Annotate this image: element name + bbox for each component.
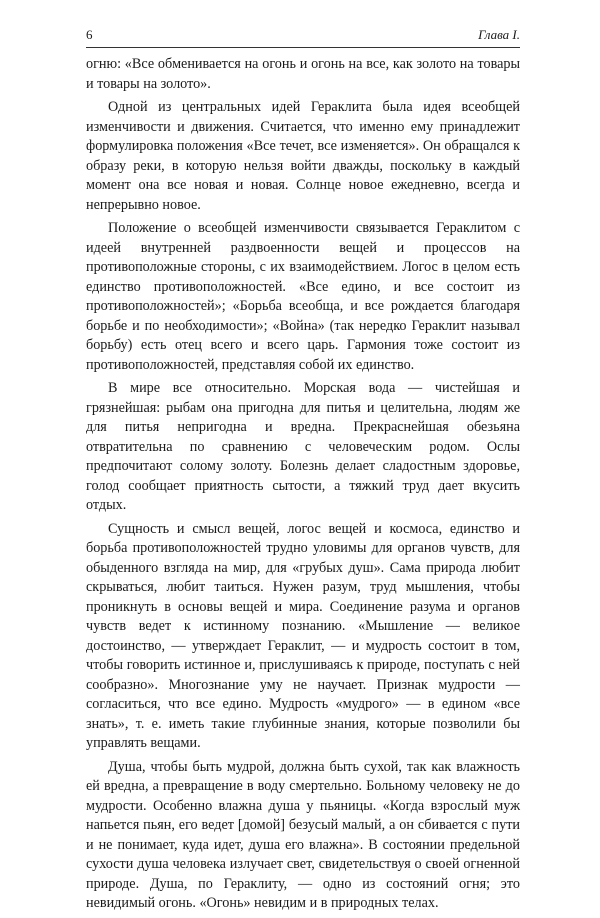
paragraph: В мире все относительно. Морская вода — чистейшая и грязнейшая: рыбам она пригодна для питья и целительна, людям же для питья непригодна и вредна. Прекраснейшая обезьяна отвратительна по сравнению с человеческим родом. Ослы предпочитают солому золоту. Болезнь делает сладостным здоровье, голод сообщает приятность сытости, а тяжкий труд дает вкусить отдых. xyxy=(86,380,520,513)
header-rule xyxy=(86,47,520,48)
paragraph: Одной из центральных идей Гераклита была идея всеобщей изменчивости и движения. Считается, что именно ему принадлежит формулировка положения «Все течет, все изменяется». Он обращался к образу реки, в которую нельзя войти дважды, поскольку в каждый момент она все новая и новая. Солнце новое ежедневно, всегда и непрерывно новое. xyxy=(86,99,520,213)
running-header xyxy=(86,27,520,45)
paragraph: Душа, чтобы быть мудрой, должна быть сухой, так как влажность ей вредна, а превращение в воду смертельно. Больному человеку не до мудрости. Особенно влажна душа у пьяницы. «Когда взрослый муж напьется пьян, его ведет [домой] безусый малый, а он сбивается с пути и не понимает, куда идет, душа его влажна». В состоянии предельной сухости душа человека излучает свет, свидетельствуя о своей огненной природе. Душа, по Гераклиту, — одно из состояний огня; это невидимый огонь. «Огонь» невидим и в природных телах. xyxy=(86,758,520,911)
paragraph: Положение о всеобщей изменчивости связывается Гераклитом с идеей внутренней раздвоенности вещей и процессов на противоположные стороны, с их взаимодействием. Логос в целом есть единство противоположностей. «Все едино, и все состоит из противоположностей»; «Борьба всеобща, и все рождается благодаря борьбе и по необходимости»; «Война» (так нередко Гераклит называл борьбу) есть отец всего и всего царь. Гармония тоже состоит из противоположностей, представляя собой их единство. xyxy=(86,220,520,373)
paragraph: Сущность и смысл вещей, логос вещей и космоса, единство и борьба противоположностей трудно уловимы для органов чувств, для обыденного взгляда на мир, для «грубых душ». Сама природа любит скрываться, любит таиться. Нужен разум, труд мышления, чтобы проникнуть в основы вещей и мира. Соединение разума и органов чувств ведет к истинному познанию. «Мышление — великое достоинство, — утверждает Гераклит, — и мудрость состоит в том, чтобы говорить истинное и, прислушиваясь к природе, поступать с ней сообразно». Многознание уму не научает. Признак мудрости — согласиться, что все едино. Мудрость «мудрого» — в едином «все знать», т. е. иметь такие глубинные знания, которые позволили бы управлять вещами. xyxy=(86,520,520,751)
body-text xyxy=(86,55,520,918)
paragraph: огню: «Все обменивается на огонь и огонь на все, как золото на товары и товары на золото». xyxy=(86,56,520,92)
page-number: 6 xyxy=(86,27,93,42)
chapter-title: Глава I. xyxy=(478,27,520,42)
